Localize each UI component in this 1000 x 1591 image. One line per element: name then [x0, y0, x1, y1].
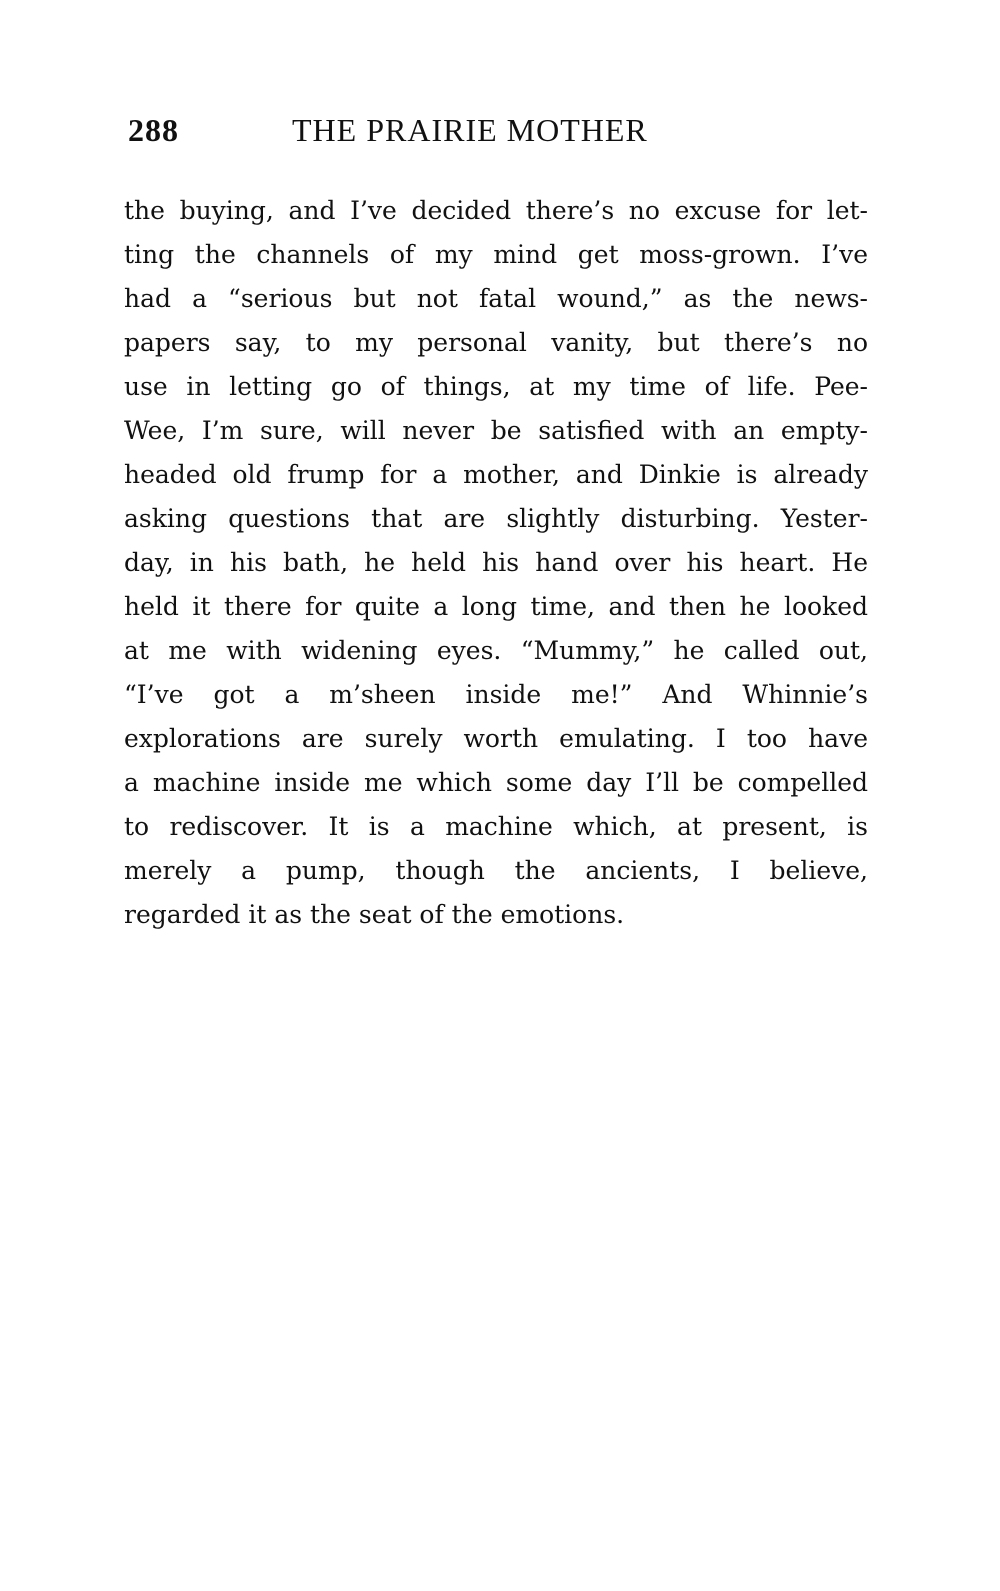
text-line: the buying, and I’ve decided there’s no excuse for let-: [124, 196, 868, 225]
text-line: ting the channels of my mind get moss-grown. I’ve: [124, 240, 868, 269]
text-line: headed old frump for a mother, and Dinkie is already: [124, 460, 868, 489]
text-line: explorations are surely worth emulating. I too have: [124, 724, 868, 753]
text-line: merely a pump, though the ancients, I believe,: [124, 856, 868, 885]
text-line: a machine inside me which some day I’ll be compelled: [124, 768, 868, 797]
text-line: “I’ve got a m’sheen inside me!” And Whinnie’s: [124, 680, 868, 709]
text-line: at me with widening eyes. “Mummy,” he called out,: [124, 636, 868, 665]
text-line: use in letting go of things, at my time of life. Pee-: [124, 372, 868, 401]
text-line: had a “serious but not fatal wound,” as the news-: [124, 284, 868, 313]
text-line: papers say, to my personal vanity, but there’s no: [124, 328, 868, 357]
text-line: to rediscover. It is a machine which, at present, is: [124, 812, 868, 841]
text-line: Wee, I’m sure, will never be satisfied with an empty-: [124, 416, 868, 445]
text-line: regarded it as the seat of the emotions.: [124, 900, 625, 929]
page-number: 288: [128, 112, 179, 148]
text-line: held it there for quite a long time, and then he looked: [124, 592, 868, 621]
book-title: THE PRAIRIE MOTHER: [292, 112, 648, 148]
running-head: [128, 112, 868, 162]
text-line: day, in his bath, he held his hand over his heart. He: [124, 548, 868, 577]
body-text: [124, 189, 868, 937]
text-line: asking questions that are slightly disturbing. Yester-: [124, 504, 868, 533]
